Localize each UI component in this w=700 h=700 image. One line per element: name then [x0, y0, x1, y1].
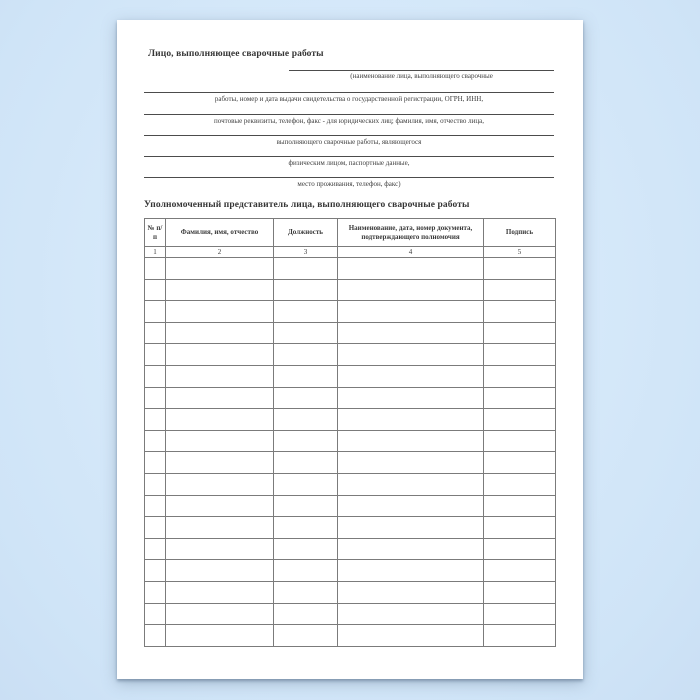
- table-cell: [166, 409, 274, 431]
- table-cell: [338, 625, 484, 647]
- table-row: [145, 322, 556, 344]
- table-cell: [166, 603, 274, 625]
- fill-caption-5: физическим лицом, паспортные данные,: [288, 159, 410, 167]
- table-cell: [166, 258, 274, 280]
- table-cell: [166, 625, 274, 647]
- table-cell: [484, 495, 556, 517]
- table-cell: [274, 365, 338, 387]
- fill-caption-4: выполняющего сварочные работы, являющегося: [276, 138, 422, 146]
- header-number: № п/п: [145, 219, 166, 247]
- table-empty-rows: [145, 258, 556, 647]
- table-cell: [145, 387, 166, 409]
- table-cell: [145, 538, 166, 560]
- table-cell: [166, 560, 274, 582]
- fill-caption-3: почтовые реквизиты, телефон, факс - для юридических лиц; фамилия, имя, отчество лица,: [214, 117, 484, 125]
- table-cell: [166, 473, 274, 495]
- table-cell: [145, 258, 166, 280]
- table-cell: [166, 581, 274, 603]
- column-number: 4: [338, 247, 484, 258]
- table-row: [145, 344, 556, 366]
- table-cell: [274, 495, 338, 517]
- table-cell: [166, 387, 274, 409]
- table-cell: [274, 430, 338, 452]
- table-cell: [145, 430, 166, 452]
- table-cell: [145, 279, 166, 301]
- table-cell: [145, 581, 166, 603]
- table-row: [145, 473, 556, 495]
- table-cell: [274, 560, 338, 582]
- table-row: [145, 365, 556, 387]
- table-cell: [338, 495, 484, 517]
- table-cell: [484, 473, 556, 495]
- table-cell: [484, 279, 556, 301]
- table-cell: [484, 517, 556, 539]
- fill-rule-1: [289, 70, 554, 71]
- table-cell: [338, 409, 484, 431]
- table-cell: [338, 560, 484, 582]
- registration-fill-lines: [144, 70, 554, 198]
- table-cell: [484, 603, 556, 625]
- table-cell: [274, 301, 338, 323]
- table-row: [145, 301, 556, 323]
- table-cell: [166, 344, 274, 366]
- table-cell: [145, 625, 166, 647]
- table-row: [145, 387, 556, 409]
- table-cell: [274, 409, 338, 431]
- table-cell: [338, 430, 484, 452]
- table-cell: [274, 581, 338, 603]
- column-number: 5: [484, 247, 556, 258]
- table-cell: [338, 258, 484, 280]
- table-cell: [274, 473, 338, 495]
- table-cell: [338, 301, 484, 323]
- table-cell: [274, 517, 338, 539]
- fill-caption-1: (наименование лица, выполняющего сварочные: [350, 72, 493, 80]
- table-cell: [338, 322, 484, 344]
- table-row: [145, 538, 556, 560]
- table-cell: [145, 452, 166, 474]
- table-cell: [166, 279, 274, 301]
- table-cell: [145, 301, 166, 323]
- table-cell: [484, 409, 556, 431]
- table-cell: [166, 430, 274, 452]
- table-cell: [274, 603, 338, 625]
- section1-title: Лицо, выполняющее сварочные работы: [148, 49, 324, 59]
- table-cell: [484, 625, 556, 647]
- table-cell: [145, 473, 166, 495]
- table-cell: [145, 603, 166, 625]
- table-cell: [338, 387, 484, 409]
- fill-line-4: [144, 135, 554, 156]
- table-cell: [145, 409, 166, 431]
- table-cell: [484, 258, 556, 280]
- representatives-table: [144, 218, 556, 647]
- table-header: [145, 219, 556, 247]
- table-cell: [338, 452, 484, 474]
- table-cell: [166, 517, 274, 539]
- table-cell: [274, 625, 338, 647]
- table-row: [145, 495, 556, 517]
- table-row: [145, 603, 556, 625]
- column-number: 1: [145, 247, 166, 258]
- table-cell: [338, 279, 484, 301]
- table-header-row: [145, 219, 556, 247]
- table-cell: [274, 387, 338, 409]
- table-cell: [338, 473, 484, 495]
- table-cell: [484, 387, 556, 409]
- table-cell: [484, 538, 556, 560]
- table-row: [145, 258, 556, 280]
- table-cell: [338, 517, 484, 539]
- table-cell: [145, 517, 166, 539]
- table-cell: [166, 538, 274, 560]
- table-cell: [166, 365, 274, 387]
- table-cell: [274, 344, 338, 366]
- table-cell: [484, 560, 556, 582]
- table-cell: [274, 538, 338, 560]
- table-cell: [484, 581, 556, 603]
- header-signature: Подпись: [484, 219, 556, 247]
- table-cell: [145, 495, 166, 517]
- document-page: [117, 20, 583, 679]
- table-cell: [274, 279, 338, 301]
- table-cell: [484, 430, 556, 452]
- table-cell: [145, 560, 166, 582]
- table-cell: [166, 322, 274, 344]
- table-cell: [166, 301, 274, 323]
- table-cell: [274, 322, 338, 344]
- section2-title: Уполномоченный представитель лица, выполняющего сварочные работы: [144, 200, 470, 210]
- table-cell: [338, 365, 484, 387]
- fill-line-2: [144, 92, 554, 114]
- column-number: 3: [274, 247, 338, 258]
- table-cell: [338, 581, 484, 603]
- fill-line-6: [144, 177, 554, 198]
- header-position: Должность: [274, 219, 338, 247]
- fill-caption-2: работы, номер и дата выдачи свидетельства о государственной регистрации, ОГРН, ИНН,: [214, 95, 484, 103]
- table-cell: [145, 365, 166, 387]
- table-row: [145, 409, 556, 431]
- table-row: [145, 452, 556, 474]
- header-full-name: Фамилия, имя, отчество: [166, 219, 274, 247]
- table-cell: [484, 452, 556, 474]
- table-cell: [484, 301, 556, 323]
- table-row: [145, 430, 556, 452]
- table-cell: [484, 344, 556, 366]
- table-cell: [338, 603, 484, 625]
- fill-line-3: [144, 114, 554, 135]
- header-document: Наименование, дата, номер документа, подтверждающего полномочия: [338, 219, 484, 247]
- fill-caption-6: место проживания, телефон, факс): [297, 180, 401, 188]
- table-cell: [145, 344, 166, 366]
- table-cell: [145, 322, 166, 344]
- table-cell: [166, 495, 274, 517]
- column-number-row: [145, 247, 556, 258]
- table-cell: [338, 538, 484, 560]
- table-cell: [166, 452, 274, 474]
- fill-line-5: [144, 156, 554, 177]
- table-row: [145, 625, 556, 647]
- table-row: [145, 279, 556, 301]
- table-row: [145, 581, 556, 603]
- table-cell: [274, 258, 338, 280]
- fill-line-1: [144, 70, 554, 92]
- table-row: [145, 517, 556, 539]
- table-cell: [484, 322, 556, 344]
- table-cell: [274, 452, 338, 474]
- table-cell: [484, 365, 556, 387]
- column-number: 2: [166, 247, 274, 258]
- table-cell: [338, 344, 484, 366]
- table-row: [145, 560, 556, 582]
